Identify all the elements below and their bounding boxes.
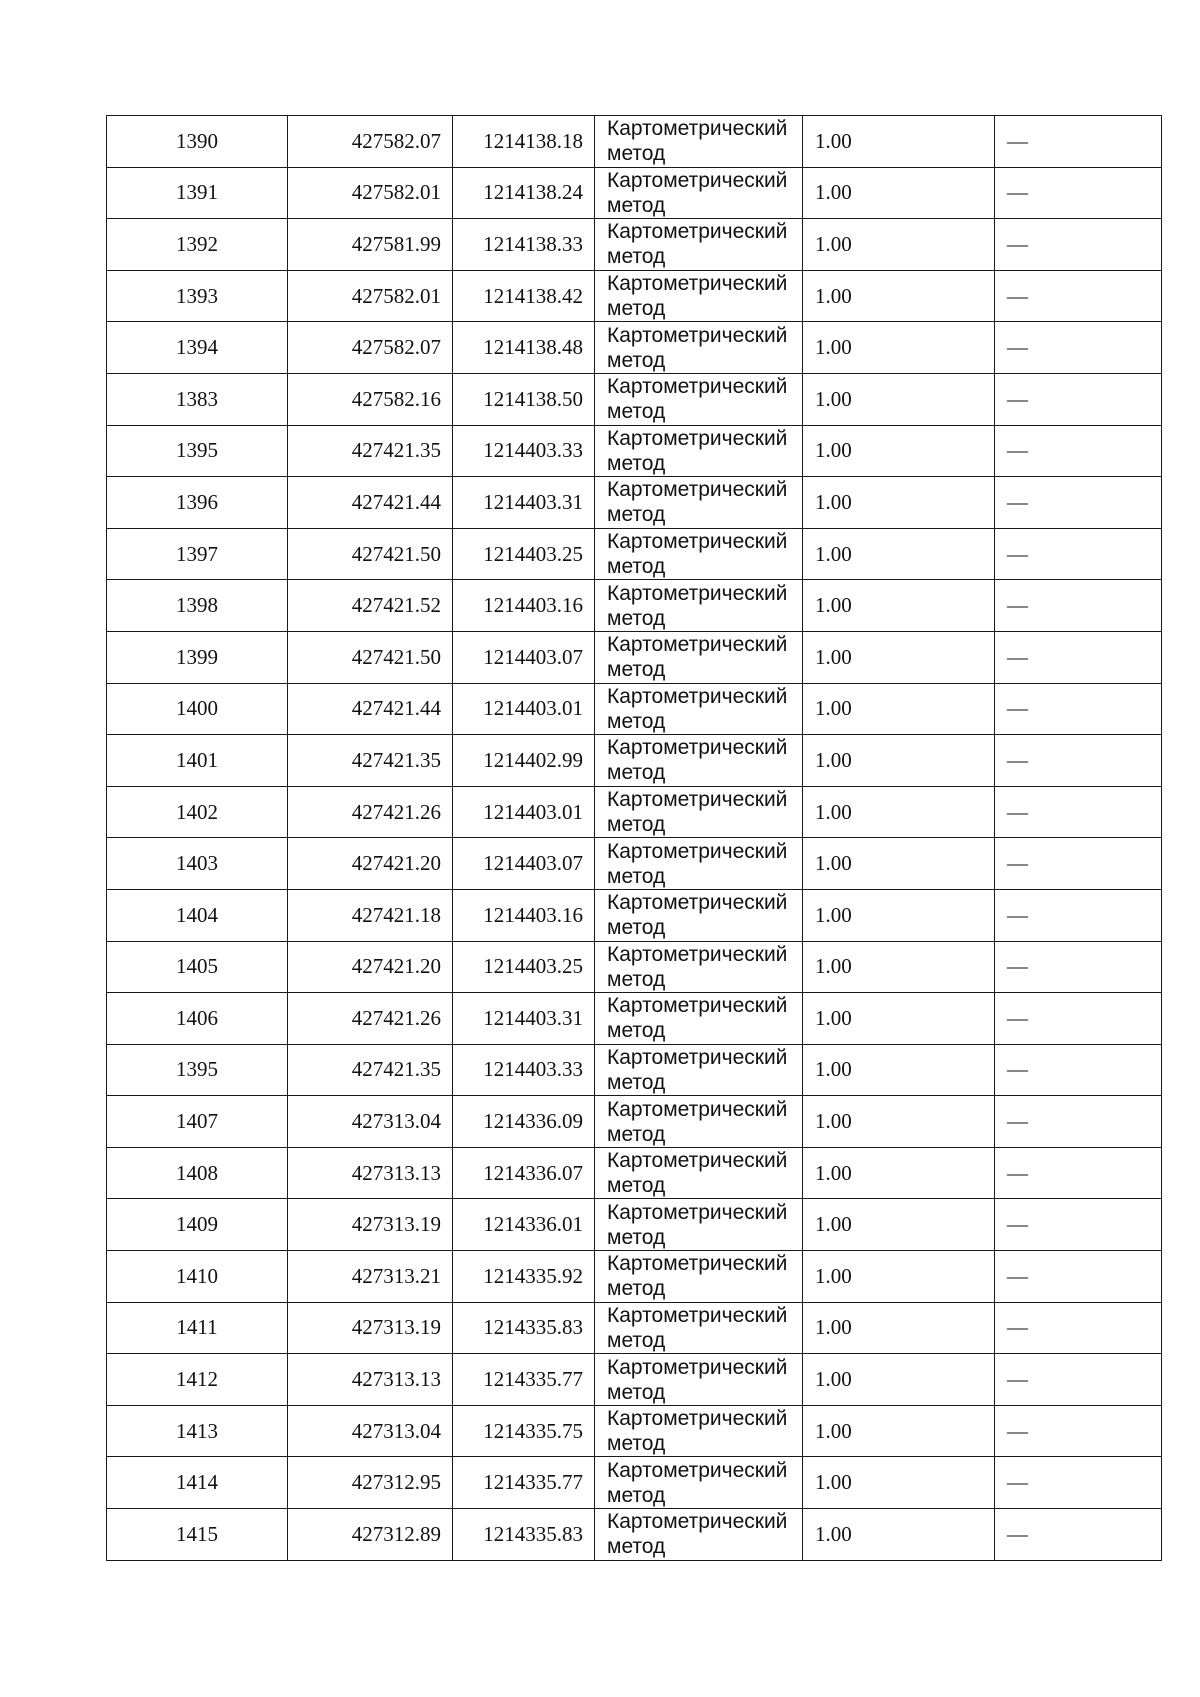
method-line-1: Картометрический — [607, 1252, 788, 1276]
x-coordinate-cell: 427421.20 — [288, 941, 453, 993]
y-coordinate-cell: 1214402.99 — [453, 735, 595, 787]
method-cell — [595, 683, 803, 735]
description-cell: — — [995, 631, 1162, 683]
method-cell — [595, 477, 803, 529]
accuracy-cell: 1.00 — [803, 889, 995, 941]
method-line-1: Картометрический — [607, 633, 788, 657]
method-cell — [595, 528, 803, 580]
method-line-2: метод — [607, 967, 666, 991]
description-cell: — — [995, 838, 1162, 890]
method-line-1: Картометрический — [607, 1303, 788, 1327]
table-row — [107, 477, 1162, 529]
table-row — [107, 1509, 1162, 1561]
table-row — [107, 116, 1162, 168]
method-line-1: Картометрический — [607, 272, 788, 296]
method-cell — [595, 270, 803, 322]
method-cell — [595, 941, 803, 993]
x-coordinate-cell: 427313.13 — [288, 1147, 453, 1199]
method-cell — [595, 889, 803, 941]
y-coordinate-cell: 1214335.77 — [453, 1457, 595, 1509]
accuracy-cell: 1.00 — [803, 941, 995, 993]
x-coordinate-cell: 427421.50 — [288, 528, 453, 580]
method-line-1: Картометрический — [607, 1200, 788, 1224]
method-cell — [595, 1199, 803, 1251]
y-coordinate-cell: 1214403.01 — [453, 683, 595, 735]
accuracy-cell: 1.00 — [803, 786, 995, 838]
x-coordinate-cell: 427421.52 — [288, 580, 453, 632]
table-row — [107, 580, 1162, 632]
method-line-1: Картометрический — [607, 994, 788, 1018]
point-number-cell: 1395 — [107, 1044, 288, 1096]
table-row — [107, 1199, 1162, 1251]
y-coordinate-cell: 1214138.24 — [453, 167, 595, 219]
point-number-cell: 1390 — [107, 116, 288, 168]
accuracy-cell: 1.00 — [803, 993, 995, 1045]
method-line-1: Картометрический — [607, 1510, 788, 1534]
description-cell: — — [995, 1405, 1162, 1457]
point-number-cell: 1394 — [107, 322, 288, 374]
point-number-cell: 1396 — [107, 477, 288, 529]
method-cell — [595, 373, 803, 425]
method-line-1: Картометрический — [607, 426, 788, 450]
description-cell: — — [995, 219, 1162, 271]
method-line-1: Картометрический — [607, 375, 788, 399]
point-number-cell: 1407 — [107, 1096, 288, 1148]
y-coordinate-cell: 1214138.33 — [453, 219, 595, 271]
description-cell: — — [995, 1509, 1162, 1561]
y-coordinate-cell: 1214403.07 — [453, 838, 595, 890]
table-row — [107, 735, 1162, 787]
method-line-2: метод — [607, 348, 666, 372]
table-row — [107, 786, 1162, 838]
y-coordinate-cell: 1214138.18 — [453, 116, 595, 168]
method-line-2: метод — [607, 658, 666, 682]
point-number-cell: 1405 — [107, 941, 288, 993]
method-line-2: метод — [607, 451, 666, 475]
method-line-1: Картометрический — [607, 478, 788, 502]
point-number-cell: 1399 — [107, 631, 288, 683]
method-line-1: Картометрический — [607, 323, 788, 347]
y-coordinate-cell: 1214138.42 — [453, 270, 595, 322]
method-line-2: метод — [607, 1380, 666, 1404]
point-number-cell: 1410 — [107, 1251, 288, 1303]
x-coordinate-cell: 427312.89 — [288, 1509, 453, 1561]
accuracy-cell: 1.00 — [803, 528, 995, 580]
table-row — [107, 1405, 1162, 1457]
y-coordinate-cell: 1214138.48 — [453, 322, 595, 374]
description-cell: — — [995, 477, 1162, 529]
method-line-2: метод — [607, 1535, 666, 1559]
method-cell — [595, 425, 803, 477]
method-line-2: метод — [607, 1122, 666, 1146]
accuracy-cell: 1.00 — [803, 1509, 995, 1561]
method-line-1: Картометрический — [607, 117, 788, 141]
table-row — [107, 993, 1162, 1045]
method-line-2: метод — [607, 1070, 666, 1094]
y-coordinate-cell: 1214403.25 — [453, 528, 595, 580]
y-coordinate-cell: 1214335.92 — [453, 1251, 595, 1303]
method-line-1: Картометрический — [607, 1458, 788, 1482]
y-coordinate-cell: 1214403.16 — [453, 889, 595, 941]
method-line-1: Картометрический — [607, 839, 788, 863]
x-coordinate-cell: 427582.07 — [288, 322, 453, 374]
y-coordinate-cell: 1214403.31 — [453, 477, 595, 529]
method-cell — [595, 993, 803, 1045]
point-number-cell: 1395 — [107, 425, 288, 477]
method-line-1: Картометрический — [607, 530, 788, 554]
point-number-cell: 1411 — [107, 1302, 288, 1354]
method-line-1: Картометрический — [607, 1355, 788, 1379]
table-row — [107, 941, 1162, 993]
x-coordinate-cell: 427421.35 — [288, 425, 453, 477]
description-cell: — — [995, 116, 1162, 168]
description-cell: — — [995, 1044, 1162, 1096]
table-row — [107, 631, 1162, 683]
point-number-cell: 1412 — [107, 1354, 288, 1406]
x-coordinate-cell: 427421.44 — [288, 477, 453, 529]
point-number-cell: 1408 — [107, 1147, 288, 1199]
accuracy-cell: 1.00 — [803, 116, 995, 168]
accuracy-cell: 1.00 — [803, 373, 995, 425]
table-row — [107, 838, 1162, 890]
x-coordinate-cell: 427313.19 — [288, 1302, 453, 1354]
y-coordinate-cell: 1214336.09 — [453, 1096, 595, 1148]
point-number-cell: 1401 — [107, 735, 288, 787]
x-coordinate-cell: 427313.13 — [288, 1354, 453, 1406]
method-cell — [595, 1457, 803, 1509]
method-line-1: Картометрический — [607, 891, 788, 915]
method-line-2: метод — [607, 864, 666, 888]
method-line-2: метод — [607, 1019, 666, 1043]
description-cell: — — [995, 993, 1162, 1045]
y-coordinate-cell: 1214335.83 — [453, 1302, 595, 1354]
table-row — [107, 1457, 1162, 1509]
x-coordinate-cell: 427313.19 — [288, 1199, 453, 1251]
method-cell — [595, 1251, 803, 1303]
description-cell: — — [995, 528, 1162, 580]
accuracy-cell: 1.00 — [803, 838, 995, 890]
method-line-1: Картометрический — [607, 788, 788, 812]
description-cell: — — [995, 270, 1162, 322]
method-line-1: Картометрический — [607, 1149, 788, 1173]
method-cell — [595, 786, 803, 838]
table-row — [107, 1251, 1162, 1303]
point-number-cell: 1406 — [107, 993, 288, 1045]
coordinates-table — [106, 115, 1162, 1561]
point-number-cell: 1415 — [107, 1509, 288, 1561]
method-cell — [595, 116, 803, 168]
x-coordinate-cell: 427421.50 — [288, 631, 453, 683]
accuracy-cell: 1.00 — [803, 1405, 995, 1457]
coordinates-table-body — [107, 116, 1162, 1561]
x-coordinate-cell: 427313.04 — [288, 1405, 453, 1457]
method-cell — [595, 1509, 803, 1561]
method-cell — [595, 1354, 803, 1406]
x-coordinate-cell: 427421.44 — [288, 683, 453, 735]
description-cell: — — [995, 1354, 1162, 1406]
x-coordinate-cell: 427421.18 — [288, 889, 453, 941]
method-line-2: метод — [607, 916, 666, 940]
method-cell — [595, 1096, 803, 1148]
y-coordinate-cell: 1214403.25 — [453, 941, 595, 993]
description-cell: — — [995, 373, 1162, 425]
method-cell — [595, 1044, 803, 1096]
accuracy-cell: 1.00 — [803, 270, 995, 322]
x-coordinate-cell: 427582.07 — [288, 116, 453, 168]
point-number-cell: 1398 — [107, 580, 288, 632]
accuracy-cell: 1.00 — [803, 1302, 995, 1354]
description-cell: — — [995, 1302, 1162, 1354]
accuracy-cell: 1.00 — [803, 322, 995, 374]
point-number-cell: 1383 — [107, 373, 288, 425]
method-line-2: метод — [607, 193, 666, 217]
table-row — [107, 1096, 1162, 1148]
method-line-2: метод — [607, 555, 666, 579]
table-row — [107, 1354, 1162, 1406]
method-cell — [595, 631, 803, 683]
y-coordinate-cell: 1214335.77 — [453, 1354, 595, 1406]
point-number-cell: 1391 — [107, 167, 288, 219]
method-cell — [595, 322, 803, 374]
table-row — [107, 1044, 1162, 1096]
method-line-2: метод — [607, 813, 666, 837]
y-coordinate-cell: 1214403.33 — [453, 425, 595, 477]
method-line-2: метод — [607, 400, 666, 424]
point-number-cell: 1402 — [107, 786, 288, 838]
x-coordinate-cell: 427421.35 — [288, 1044, 453, 1096]
x-coordinate-cell: 427421.35 — [288, 735, 453, 787]
y-coordinate-cell: 1214335.83 — [453, 1509, 595, 1561]
table-row — [107, 167, 1162, 219]
x-coordinate-cell: 427582.01 — [288, 167, 453, 219]
method-line-2: метод — [607, 1174, 666, 1198]
method-line-1: Картометрический — [607, 168, 788, 192]
table-row — [107, 322, 1162, 374]
y-coordinate-cell: 1214336.07 — [453, 1147, 595, 1199]
accuracy-cell: 1.00 — [803, 1457, 995, 1509]
accuracy-cell: 1.00 — [803, 1147, 995, 1199]
description-cell: — — [995, 1147, 1162, 1199]
y-coordinate-cell: 1214403.16 — [453, 580, 595, 632]
x-coordinate-cell: 427581.99 — [288, 219, 453, 271]
method-line-2: метод — [607, 142, 666, 166]
point-number-cell: 1400 — [107, 683, 288, 735]
accuracy-cell: 1.00 — [803, 1044, 995, 1096]
accuracy-cell: 1.00 — [803, 580, 995, 632]
method-line-1: Картометрический — [607, 684, 788, 708]
method-line-1: Картометрический — [607, 1097, 788, 1121]
accuracy-cell: 1.00 — [803, 1096, 995, 1148]
method-line-1: Картометрический — [607, 942, 788, 966]
description-cell: — — [995, 786, 1162, 838]
description-cell: — — [995, 735, 1162, 787]
x-coordinate-cell: 427313.04 — [288, 1096, 453, 1148]
point-number-cell: 1403 — [107, 838, 288, 890]
method-line-2: метод — [607, 606, 666, 630]
method-line-1: Картометрический — [607, 1045, 788, 1069]
table-row — [107, 683, 1162, 735]
accuracy-cell: 1.00 — [803, 683, 995, 735]
y-coordinate-cell: 1214403.31 — [453, 993, 595, 1045]
table-row — [107, 528, 1162, 580]
point-number-cell: 1397 — [107, 528, 288, 580]
point-number-cell: 1409 — [107, 1199, 288, 1251]
method-line-2: метод — [607, 1328, 666, 1352]
accuracy-cell: 1.00 — [803, 1199, 995, 1251]
y-coordinate-cell: 1214403.33 — [453, 1044, 595, 1096]
point-number-cell: 1392 — [107, 219, 288, 271]
description-cell: — — [995, 167, 1162, 219]
method-line-2: метод — [607, 1432, 666, 1456]
accuracy-cell: 1.00 — [803, 1251, 995, 1303]
method-cell — [595, 219, 803, 271]
y-coordinate-cell: 1214138.50 — [453, 373, 595, 425]
y-coordinate-cell: 1214403.01 — [453, 786, 595, 838]
method-cell — [595, 1147, 803, 1199]
method-line-2: метод — [607, 761, 666, 785]
x-coordinate-cell: 427421.20 — [288, 838, 453, 890]
table-row — [107, 425, 1162, 477]
x-coordinate-cell: 427582.01 — [288, 270, 453, 322]
table-row — [107, 1302, 1162, 1354]
method-line-2: метод — [607, 297, 666, 321]
method-line-2: метод — [607, 1483, 666, 1507]
accuracy-cell: 1.00 — [803, 219, 995, 271]
description-cell: — — [995, 1199, 1162, 1251]
method-cell — [595, 580, 803, 632]
table-row — [107, 270, 1162, 322]
method-cell — [595, 167, 803, 219]
accuracy-cell: 1.00 — [803, 167, 995, 219]
method-cell — [595, 735, 803, 787]
x-coordinate-cell: 427312.95 — [288, 1457, 453, 1509]
method-cell — [595, 838, 803, 890]
point-number-cell: 1393 — [107, 270, 288, 322]
method-line-2: метод — [607, 1277, 666, 1301]
table-row — [107, 373, 1162, 425]
method-line-1: Картометрический — [607, 581, 788, 605]
description-cell: — — [995, 1096, 1162, 1148]
table-row — [107, 1147, 1162, 1199]
description-cell: — — [995, 941, 1162, 993]
method-cell — [595, 1405, 803, 1457]
y-coordinate-cell: 1214336.01 — [453, 1199, 595, 1251]
description-cell: — — [995, 580, 1162, 632]
x-coordinate-cell: 427421.26 — [288, 993, 453, 1045]
x-coordinate-cell: 427582.16 — [288, 373, 453, 425]
x-coordinate-cell: 427313.21 — [288, 1251, 453, 1303]
method-line-1: Картометрический — [607, 220, 788, 244]
description-cell: — — [995, 322, 1162, 374]
description-cell: — — [995, 889, 1162, 941]
accuracy-cell: 1.00 — [803, 477, 995, 529]
description-cell: — — [995, 1251, 1162, 1303]
accuracy-cell: 1.00 — [803, 631, 995, 683]
method-line-2: метод — [607, 503, 666, 527]
method-cell — [595, 1302, 803, 1354]
y-coordinate-cell: 1214335.75 — [453, 1405, 595, 1457]
accuracy-cell: 1.00 — [803, 735, 995, 787]
point-number-cell: 1414 — [107, 1457, 288, 1509]
x-coordinate-cell: 427421.26 — [288, 786, 453, 838]
point-number-cell: 1413 — [107, 1405, 288, 1457]
point-number-cell: 1404 — [107, 889, 288, 941]
accuracy-cell: 1.00 — [803, 425, 995, 477]
description-cell: — — [995, 425, 1162, 477]
method-line-2: метод — [607, 245, 666, 269]
method-line-1: Картометрический — [607, 736, 788, 760]
y-coordinate-cell: 1214403.07 — [453, 631, 595, 683]
description-cell: — — [995, 1457, 1162, 1509]
method-line-2: метод — [607, 709, 666, 733]
accuracy-cell: 1.00 — [803, 1354, 995, 1406]
method-line-1: Картометрический — [607, 1407, 788, 1431]
description-cell: — — [995, 683, 1162, 735]
table-row — [107, 219, 1162, 271]
method-line-2: метод — [607, 1225, 666, 1249]
table-row — [107, 889, 1162, 941]
